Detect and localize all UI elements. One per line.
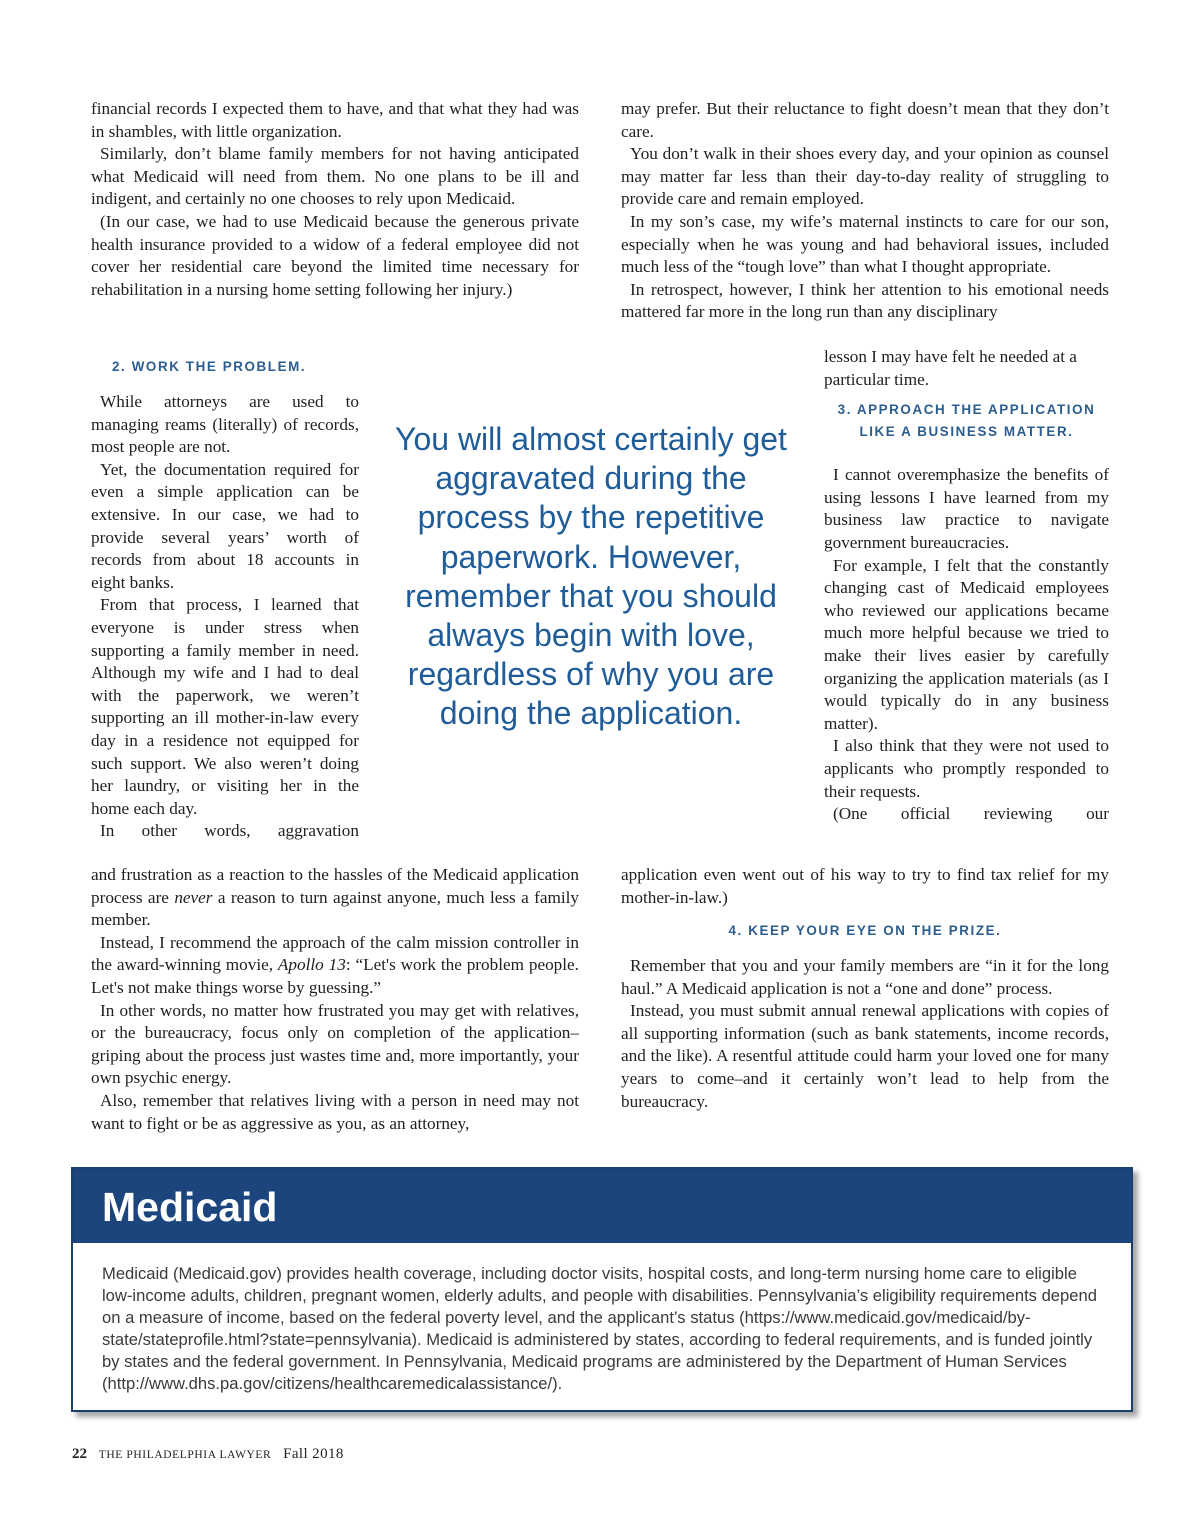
right-column-bottom-cont	[621, 864, 1109, 909]
left-column-bottom	[91, 864, 579, 1135]
paragraph: I also think that they were not used to applicants who promptly responded to their requests.	[824, 736, 1109, 801]
paragraph: Remember that you and your family members are “in it for the long haul.” A Medicaid application is not a “one and done” process.	[621, 956, 1109, 998]
movie-title: Apollo 13	[277, 955, 346, 975]
paragraph: In retrospect, however, I think her attention to his emotional needs mattered far more in the long run than any disciplinary	[621, 279, 1109, 322]
paragraph: may prefer. But their reluctance to fight doesn’t mean that they don’t care.	[621, 99, 1109, 141]
paragraph: In my son’s case, my wife’s maternal instincts to care for our son, especially when he was young and had behavioral issues, included much less of the “tough love” than what I thought appropriate.	[621, 211, 1109, 277]
section-heading-approach-business: 3. APPROACH THE APPLICATION LIKE A BUSINESS MATTER.	[837, 402, 1096, 439]
paragraph: Also, remember that relatives living with a person in need may not want to fight or be as aggressive as you, as an attorney,	[91, 1090, 579, 1133]
magazine-name: THE PHILADELPHIA LAWYER	[98, 1449, 272, 1461]
right-column-bottom	[621, 955, 1109, 1113]
left-column-top	[91, 98, 579, 301]
paragraph: I cannot overemphasize the benefits of using lessons I have learned from my business law practice to navigate government bureaucracies.	[824, 465, 1109, 552]
paragraph: Yet, the documentation required for even a simple application can be extensive. In our case, we had to provide several years’ worth of records from about 18 accounts in eight banks.	[91, 459, 359, 592]
sidebar-header	[73, 1169, 1131, 1243]
paragraph: Similarly, don’t blame family members for not having anticipated what Medicaid will need from them. No one plans to be ill and indigent, and certainly no one chooses to rely upon Medicaid.	[91, 144, 579, 209]
left-column-mid	[91, 391, 359, 843]
sidebar-title: Medicaid	[102, 1184, 278, 1230]
issue-date: Fall 2018	[283, 1446, 344, 1462]
section-heading-keep-eye-on-prize: 4. KEEP YOUR EYE ON THE PRIZE.	[728, 923, 1002, 938]
paragraph: lesson I may have felt he needed at a particular time.	[824, 347, 1077, 389]
paragraph: financial records I expected them to have, and that what they had was in shambles, with little organization.	[91, 99, 579, 141]
right-column-top	[621, 98, 1109, 324]
paragraph: (In our case, we had to use Medicaid because the generous private health insurance provided to a widow of a federal employee did not cover her residential care beyond the limited time necessary for rehabilitation in a nursing home setting following her injury.)	[91, 211, 579, 299]
paragraph: Instead, you must submit annual renewal applications with copies of all supporting information (such as bank statements, income records, and the like). A resentful attitude could harm your loved one for many years to come–and it certainly won’t lead to help from the bureaucracy.	[621, 1001, 1109, 1111]
paragraph: application even went out of his way to try to find tax relief for my mother-in-law.)	[621, 865, 1109, 907]
section-heading-work-the-problem: 2. WORK THE PROBLEM.	[112, 359, 307, 374]
medicaid-sidebar	[71, 1167, 1133, 1412]
page-footer	[72, 1446, 344, 1463]
sidebar-body: Medicaid (Medicaid.gov) provides health coverage, including doctor visits, hospital costs, and long-term nursing home care to eligible low-income adults, children, pregnant women, elderly adults, and people with disabilities. Pennsylvania’s eligibility requirements depend on a measure of income, based on the federal poverty level, and the applicant’s status (https://www.medicaid.gov/medicaid/by-state/stateprofile.html?state=pennsylvania). Medicaid is administered by states, according to federal requirements, and is funded jointly by states and the federal government. In Pennsylvania, Medicaid programs are administered by the Department of Human Services (http://www.dhs.pa.gov/citizens/healthcaremedicalassistance/).	[102, 1264, 1097, 1393]
paragraph: (One official reviewing our	[833, 804, 1109, 824]
paragraph: Instead, I recommend the approach of the calm mission controller in the award-winning movie, Apollo 13: “Let's work the problem people. Let's not make things worse by guessing.”	[91, 932, 579, 997]
paragraph: and frustration as a reaction to the hassles of the Medicaid application process are never a reason to turn against anyone, much less a family member.	[91, 865, 579, 930]
emphasis: never	[174, 887, 213, 907]
paragraph: In other words, no matter how frustrated you may get with relatives, or the bureaucracy, focus only on completion of the application–griping about the process just wastes time and, more importantly, your own psychic energy.	[91, 1000, 579, 1088]
pull-quote: You will almost certainly get aggravated during the process by the repetitive paperwork. However, remember that you should always begin with love, regardless of why you are doing the application.	[395, 421, 787, 732]
paragraph: You don’t walk in their shoes every day, and your opinion as counsel may matter far less than their day-to-day reality of struggling to provide care and remain employed.	[621, 144, 1109, 209]
page-number: 22	[72, 1446, 87, 1462]
paragraph: From that process, I learned that everyone is under stress when supporting a family member in need. Although my wife and I had to deal with the paperwork, we weren’t supporting an ill mother-in-law every day in a residence not equipped for such support. We also weren’t doing her laundry, or visiting her in the home each day.	[91, 595, 359, 818]
paragraph: While attorneys are used to managing reams (literally) of records, most people are not.	[91, 392, 359, 457]
paragraph: For example, I felt that the constantly changing cast of Medicaid employees who reviewed our applications became much more helpful because we tried to make their lives easier by carefully organizing the application materials (as I would typically do in any business matter).	[824, 555, 1109, 733]
paragraph: In other words, aggravation	[100, 821, 359, 841]
